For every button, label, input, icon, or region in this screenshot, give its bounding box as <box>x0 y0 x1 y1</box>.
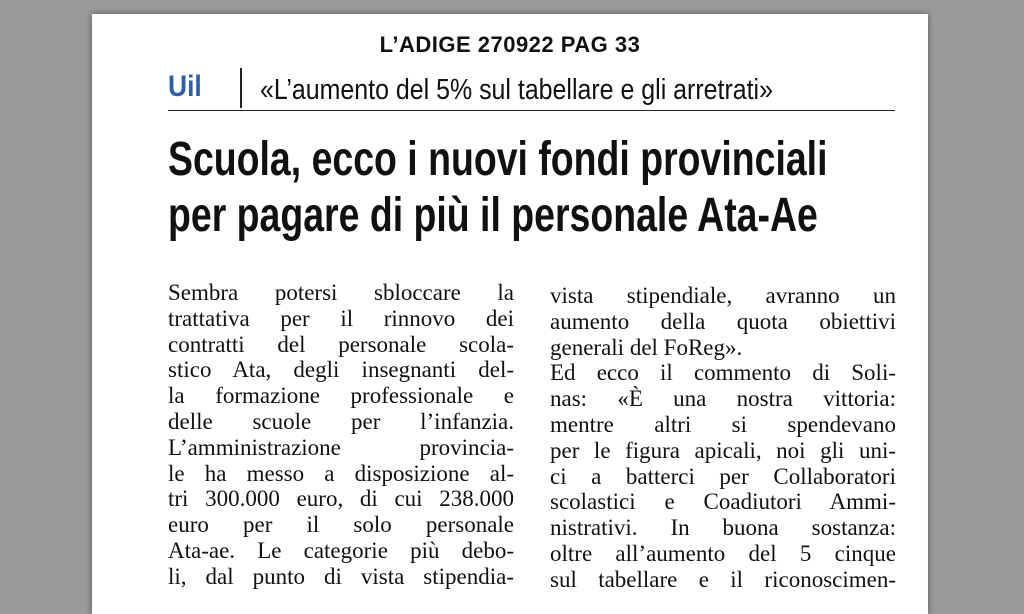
body-line: sul tabellare e il riconoscimen- <box>550 566 896 592</box>
body-line: contratti del personale scola- <box>168 331 514 357</box>
kicker-row <box>168 70 895 111</box>
body-line: euro per il solo personale <box>168 512 514 538</box>
body-line: scolastici e Coadiutori Ammi- <box>550 489 896 515</box>
body-line: stico Ata, degli insegnanti del- <box>168 357 514 383</box>
headline-line: per pagare di più il personale Ata-Ae <box>168 189 818 242</box>
source-line: L’ADIGE 270922 PAG 33 <box>379 32 641 57</box>
article-column-left <box>168 280 514 590</box>
newspaper-page <box>92 14 928 614</box>
headline <box>168 132 827 244</box>
body-line: le ha messo a disposizione al- <box>168 460 514 486</box>
kicker-quote: «L’aumento del 5% sul tabellare e gli arretrati» <box>260 74 773 106</box>
body-line: trattativa per il rinnovo dei <box>168 305 514 331</box>
body-line: Sembra potersi sbloccare la <box>168 280 514 305</box>
body-line: la formazione professionale e <box>168 383 514 409</box>
body-line: generali del FoReg». <box>550 334 743 360</box>
body-line: Ed ecco il commento di Soli- <box>550 360 896 386</box>
body-line: L’amministrazione provincia- <box>168 434 514 460</box>
body-line: per le figura apicali, noi gli uni- <box>550 437 896 463</box>
body-line: ci a batterci per Collaboratori <box>550 463 896 489</box>
body-line: nas: «È una nostra vittoria: <box>550 386 896 412</box>
article-column-right <box>550 283 896 593</box>
body-line: vista stipendiale, avranno un <box>550 283 896 308</box>
body-line: mentre altri si spendevano <box>550 411 896 437</box>
body-line: tri 300.000 euro, di cui 238.000 <box>168 486 514 512</box>
headline-line: Scuola, ecco i nuovi fondi provinciali <box>168 133 828 186</box>
kicker-tag: Uil <box>168 70 202 103</box>
body-line: aumento della quota obiettivi <box>550 308 896 334</box>
body-line: Ata-ae. Le categorie più debo- <box>168 537 514 563</box>
body-line: oltre all’aumento del 5 cinque <box>550 540 896 566</box>
body-line: li, dal punto di vista stipendia- <box>168 563 514 589</box>
body-line: nistrativi. In buona sostanza: <box>550 515 896 541</box>
body-line: delle scuole per l’infanzia. <box>168 408 514 434</box>
kicker-divider <box>240 68 242 108</box>
